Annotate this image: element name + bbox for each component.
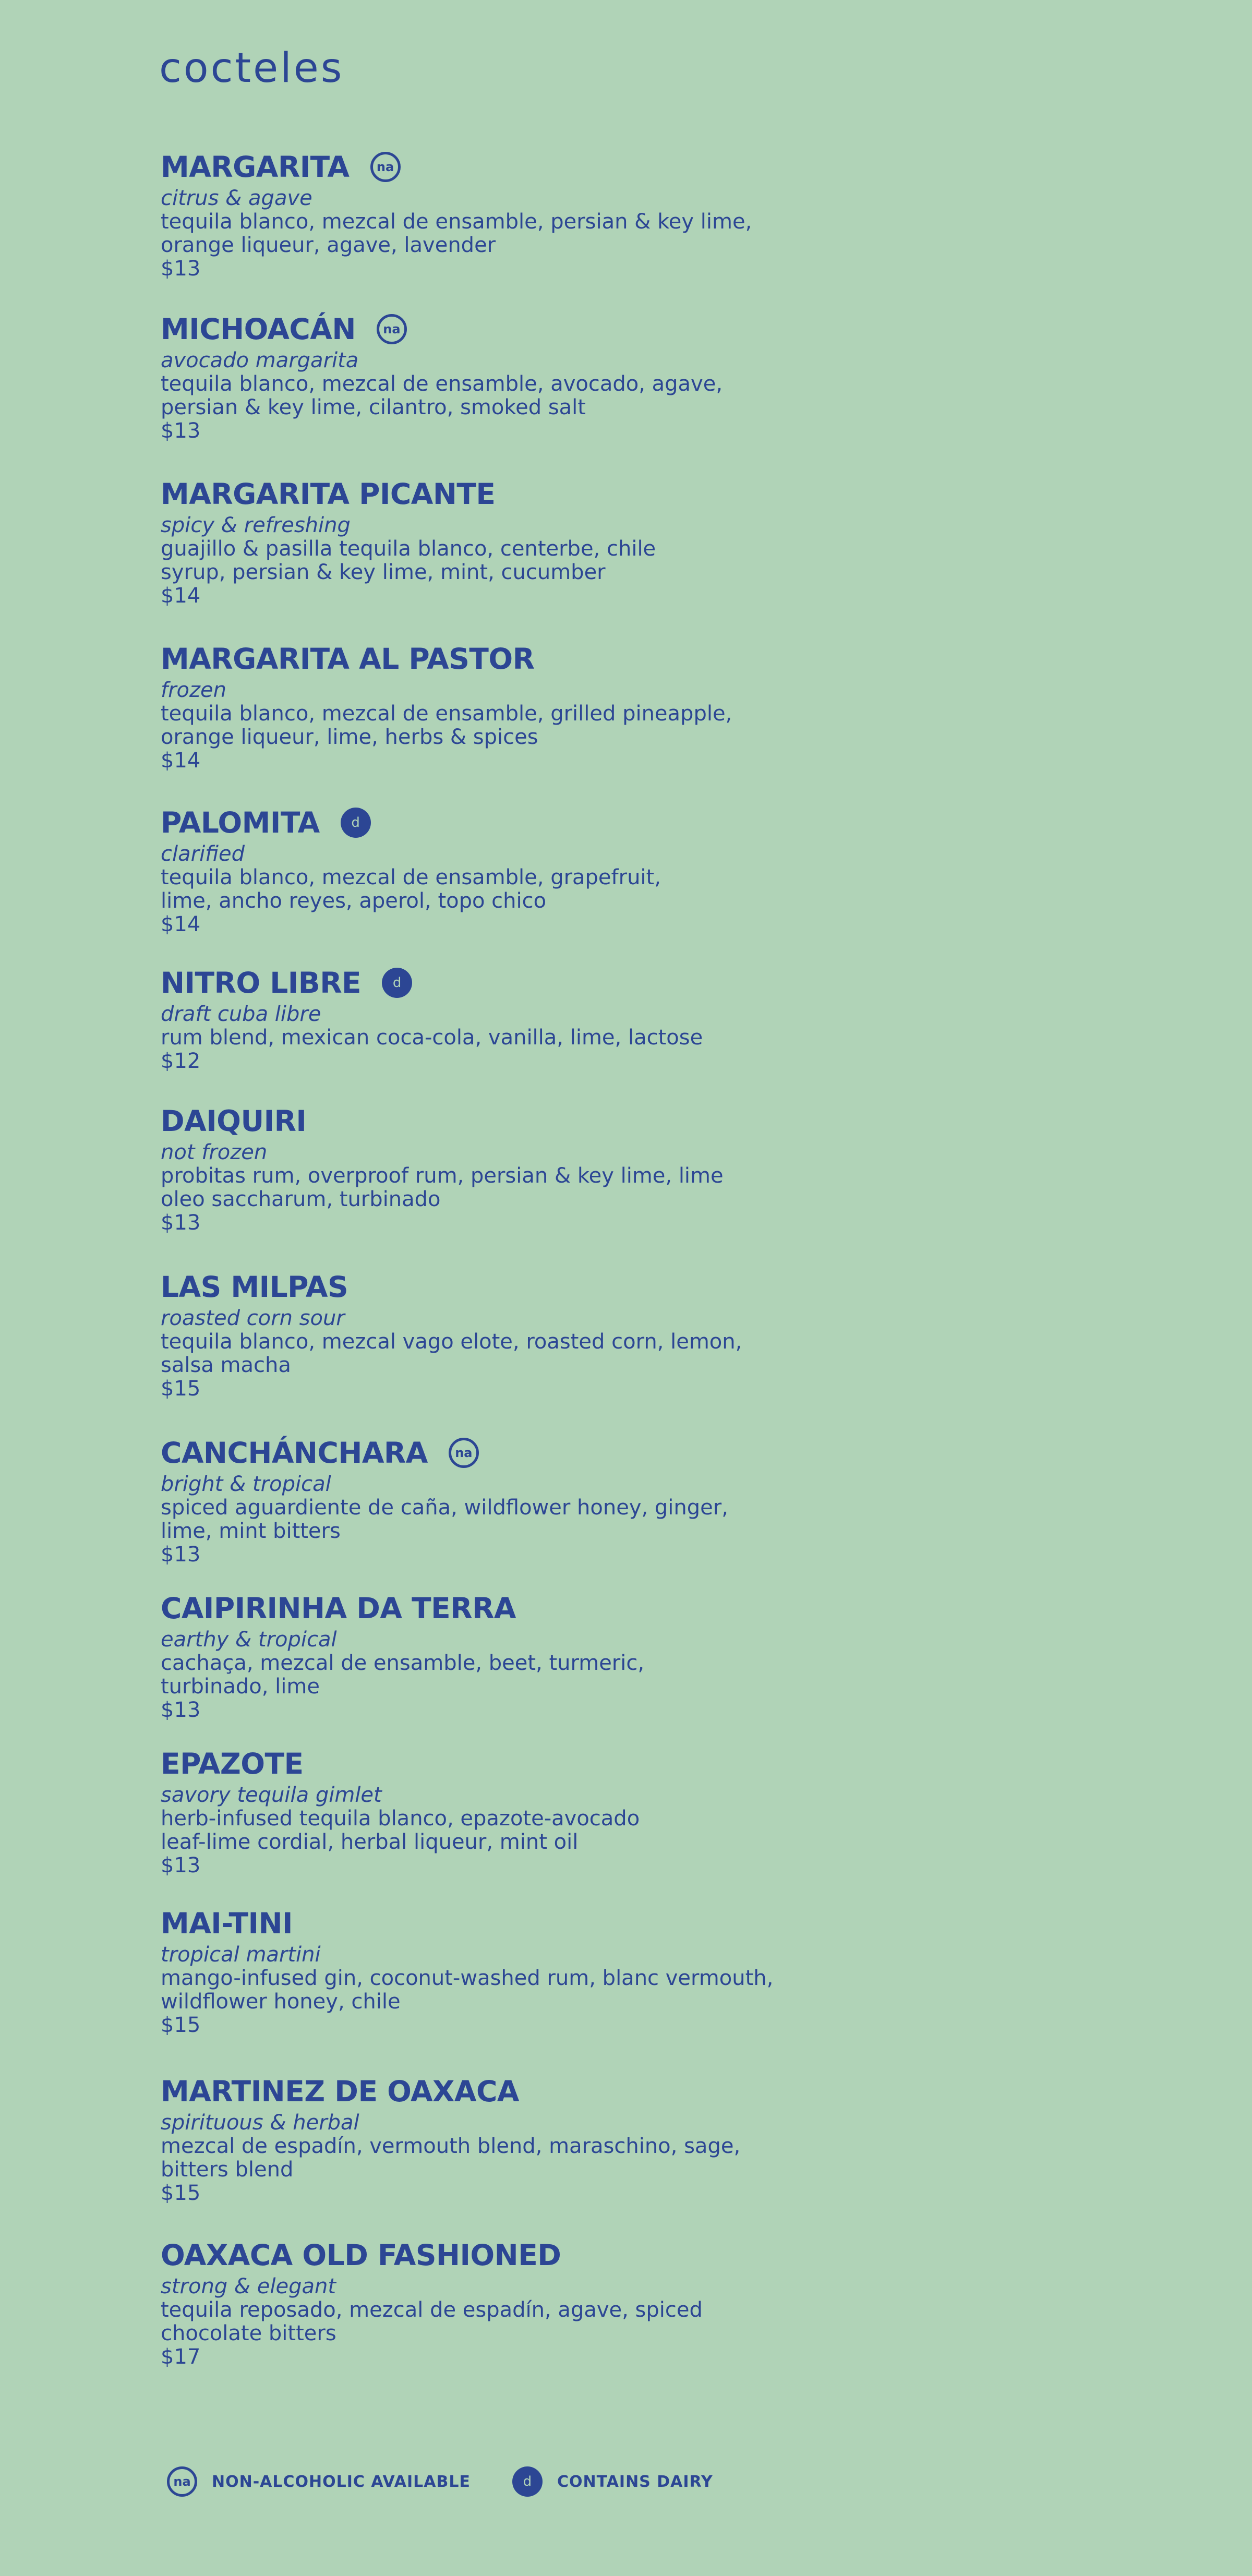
menu-item-ingredients: tequila reposado, mezcal de espadín, agave, spiced bbox=[161, 2298, 703, 2322]
menu-item-tagline: avocado margarita bbox=[161, 348, 359, 372]
menu-item-tagline: citrus & agave bbox=[161, 186, 312, 210]
menu-item-tagline: bright & tropical bbox=[161, 1472, 331, 1496]
menu-item-name: CAIPIRINHA DA TERRA bbox=[161, 1591, 516, 1625]
menu-item-price: $15 bbox=[161, 2181, 201, 2205]
menu-item bbox=[161, 2236, 943, 2369]
menu-item-ingredients-continued: orange liqueur, lime, herbs & spices bbox=[161, 725, 538, 749]
menu-item bbox=[161, 2072, 943, 2205]
menu-item-price: $15 bbox=[161, 1377, 201, 1401]
menu-item-tagline: spirituous & herbal bbox=[161, 2111, 359, 2135]
menu-item-name-row bbox=[161, 1589, 943, 1628]
menu-item bbox=[161, 475, 943, 608]
menu-item bbox=[161, 1434, 943, 1567]
non-alcoholic-icon: na bbox=[449, 1438, 479, 1468]
menu-item-price: $13 bbox=[161, 1211, 201, 1235]
menu-item-price: $15 bbox=[161, 2013, 201, 2037]
legend-non-alcoholic-label: NON-ALCOHOLIC AVAILABLE bbox=[212, 2472, 471, 2491]
menu-item-price: $14 bbox=[161, 749, 201, 773]
menu-item-ingredients-continued: lime, ancho reyes, aperol, topo chico bbox=[161, 889, 547, 913]
menu-item-tagline: frozen bbox=[161, 678, 226, 702]
menu-item-price: $17 bbox=[161, 2345, 201, 2369]
menu-item-name-row bbox=[161, 964, 943, 1002]
menu-item-ingredients: tequila blanco, mezcal de ensamble, grilled pineapple, bbox=[161, 702, 732, 726]
menu-item-name: MARGARITA AL PASTOR bbox=[161, 642, 535, 676]
menu-item-ingredients: guajillo & pasilla tequila blanco, centerbe, chile bbox=[161, 537, 656, 561]
menu-item-tagline: strong & elegant bbox=[161, 2274, 336, 2298]
menu-item-name: OAXACA OLD FASHIONED bbox=[161, 2238, 561, 2272]
menu-item-name-row bbox=[161, 310, 943, 348]
legend-non-alcoholic bbox=[167, 2466, 471, 2497]
menu-item-ingredients: rum blend, mexican coca-cola, vanilla, lime, lactose bbox=[161, 1026, 703, 1050]
menu-item bbox=[161, 1589, 943, 1722]
menu-item-ingredients: tequila blanco, mezcal de ensamble, persian & key lime, bbox=[161, 210, 752, 234]
menu-item-tagline: not frozen bbox=[161, 1140, 268, 1164]
menu-item-name-row bbox=[161, 2072, 943, 2111]
menu-item-name-row bbox=[161, 1434, 943, 1472]
menu-item-ingredients: cachaça, mezcal de ensamble, beet, turmeric, bbox=[161, 1651, 645, 1675]
menu-item-price: $12 bbox=[161, 1049, 201, 1073]
menu-item-name-row bbox=[161, 475, 943, 513]
menu-item-name: LAS MILPAS bbox=[161, 1270, 348, 1304]
dairy-icon: d bbox=[382, 968, 412, 998]
menu-item-ingredients-continued: salsa macha bbox=[161, 1353, 291, 1377]
menu-item-name-row bbox=[161, 1268, 943, 1306]
menu-item-name: MARGARITA PICANTE bbox=[161, 477, 496, 511]
menu-item-name-row bbox=[161, 1744, 943, 1783]
menu-item bbox=[161, 964, 943, 1073]
menu-item bbox=[161, 1904, 943, 2037]
menu-item-price: $14 bbox=[161, 912, 201, 936]
non-alcoholic-icon: na bbox=[377, 314, 407, 344]
menu-item-tagline: clarified bbox=[161, 842, 245, 866]
menu-item-ingredients: probitas rum, overproof rum, persian & key lime, lime bbox=[161, 1164, 724, 1188]
menu-item-price: $13 bbox=[161, 1543, 201, 1567]
menu-item-ingredients: tequila blanco, mezcal de ensamble, avocado, agave, bbox=[161, 372, 723, 396]
legend-dairy bbox=[512, 2466, 713, 2497]
menu-item bbox=[161, 148, 943, 281]
menu-item-ingredients: mezcal de espadín, vermouth blend, maraschino, sage, bbox=[161, 2134, 741, 2158]
menu-item-price: $13 bbox=[161, 1853, 201, 1877]
menu-item-ingredients-continued: chocolate bitters bbox=[161, 2321, 336, 2345]
menu-item-ingredients-continued: wildflower honey, chile bbox=[161, 1990, 401, 2014]
menu-item-name-row bbox=[161, 2236, 943, 2274]
menu-item-tagline: earthy & tropical bbox=[161, 1628, 337, 1652]
menu-item-ingredients-continued: syrup, persian & key lime, mint, cucumber bbox=[161, 560, 606, 584]
menu-item-ingredients: herb-infused tequila blanco, epazote-avocado bbox=[161, 1807, 640, 1831]
menu-item-tagline: draft cuba libre bbox=[161, 1002, 321, 1026]
menu-item-name: MAI-TINI bbox=[161, 1906, 293, 1940]
menu-item bbox=[161, 310, 943, 443]
menu-item-price: $14 bbox=[161, 584, 201, 608]
menu-item-ingredients-continued: bitters blend bbox=[161, 2158, 294, 2182]
menu-item-name-row bbox=[161, 803, 943, 842]
menu-item bbox=[161, 1744, 943, 1877]
menu-item-tagline: tropical martini bbox=[161, 1943, 321, 1967]
menu-item-name: NITRO LIBRE bbox=[161, 966, 362, 1000]
menu-item bbox=[161, 1268, 943, 1401]
menu-item-ingredients-continued: lime, mint bitters bbox=[161, 1519, 341, 1543]
menu-item-price: $13 bbox=[161, 419, 201, 443]
menu-item-ingredients-continued: orange liqueur, agave, lavender bbox=[161, 233, 496, 257]
menu-item-name-row bbox=[161, 640, 943, 678]
menu-item-tagline: savory tequila gimlet bbox=[161, 1783, 382, 1807]
menu-item bbox=[161, 1102, 943, 1235]
menu-item-price: $13 bbox=[161, 257, 201, 281]
menu-item-name: CANCHÁNCHARA bbox=[161, 1436, 428, 1470]
menu-item-price: $13 bbox=[161, 1698, 201, 1722]
dairy-icon: d bbox=[341, 808, 371, 838]
legend-dairy-label: CONTAINS DAIRY bbox=[557, 2472, 713, 2491]
menu-item-ingredients-continued: leaf-lime cordial, herbal liqueur, mint oil bbox=[161, 1830, 579, 1854]
menu-item-name-row bbox=[161, 1904, 943, 1943]
menu-item-name: MARGARITA bbox=[161, 150, 350, 184]
non-alcoholic-icon: na bbox=[370, 152, 401, 182]
legend bbox=[167, 2466, 755, 2497]
menu-item-ingredients: tequila blanco, mezcal de ensamble, grapefruit, bbox=[161, 865, 661, 889]
menu-item-name-row bbox=[161, 148, 943, 186]
menu-item-name: MICHOACÁN bbox=[161, 312, 356, 346]
menu-item-ingredients: spiced aguardiente de caña, wildflower honey, ginger, bbox=[161, 1496, 728, 1520]
menu-item-ingredients-continued: oleo saccharum, turbinado bbox=[161, 1187, 441, 1211]
menu-title: cocteles bbox=[159, 45, 344, 92]
menu-item-ingredients-continued: turbinado, lime bbox=[161, 1675, 320, 1699]
menu-item-name: DAIQUIRI bbox=[161, 1104, 307, 1138]
menu-item bbox=[161, 640, 943, 773]
menu-item-tagline: spicy & refreshing bbox=[161, 513, 351, 537]
dairy-icon: d bbox=[512, 2466, 543, 2497]
menu-item-ingredients: tequila blanco, mezcal vago elote, roasted corn, lemon, bbox=[161, 1330, 742, 1354]
non-alcoholic-icon: na bbox=[167, 2466, 197, 2497]
menu-item-name: EPAZOTE bbox=[161, 1747, 304, 1780]
menu-item-tagline: roasted corn sour bbox=[161, 1306, 345, 1330]
menu-item-name: MARTINEZ DE OAXACA bbox=[161, 2074, 519, 2108]
menu-item-name: PALOMITA bbox=[161, 805, 320, 839]
menu-item-ingredients: mango-infused gin, coconut-washed rum, blanc vermouth, bbox=[161, 1966, 774, 1990]
menu-item-name-row bbox=[161, 1102, 943, 1140]
menu-item bbox=[161, 803, 943, 936]
menu-item-ingredients-continued: persian & key lime, cilantro, smoked salt bbox=[161, 395, 586, 419]
